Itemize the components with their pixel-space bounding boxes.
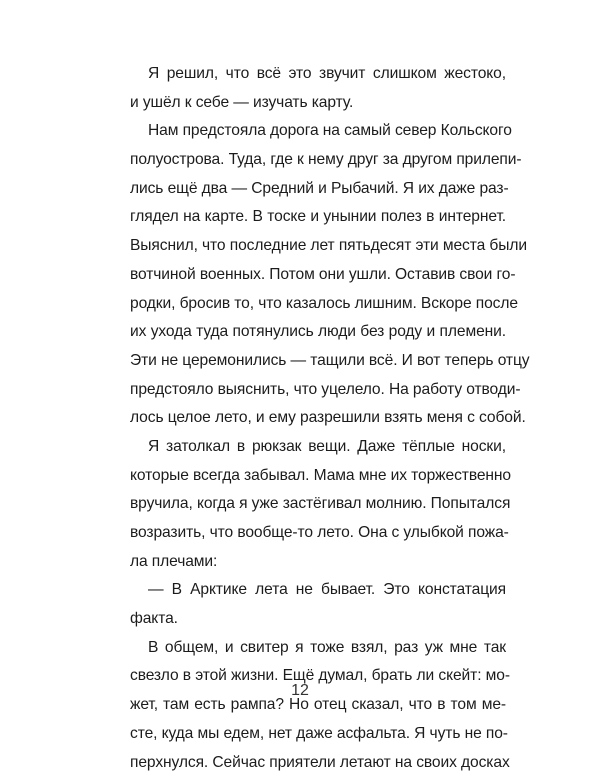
text-line: вручила, когда я уже застёгивал молнию. Попытался [130, 490, 506, 519]
text-line: Эти не церемонились — тащили всё. И вот теперь отцу [130, 347, 506, 376]
text-line: лось целое лето, и ему разрешили взять меня с собой. [130, 404, 506, 433]
text-line: В общем, и свитер я тоже взял, раз уж мне так [130, 634, 506, 663]
text-line: родки, бросив то, что казалось лишним. Вскоре после [130, 290, 506, 319]
body-text [130, 60, 506, 777]
text-line: сте, куда мы едем, нет даже асфальта. Я чуть не по- [130, 720, 506, 749]
text-line: ла плечами: [130, 548, 506, 577]
text-line: перхнулся. Сейчас приятели летают на своих досках [130, 749, 506, 777]
text-line: Я затолкал в рюкзак вещи. Даже тёплые носки, [130, 433, 506, 462]
text-line: и ушёл к себе — изучать карту. [130, 89, 506, 118]
text-line: предстояло выяснить, что уцелело. На работу отводи- [130, 376, 506, 405]
text-line: Я решил, что всё это звучит слишком жестоко, [130, 60, 506, 89]
text-line: которые всегда забывал. Мама мне их торжественно [130, 462, 506, 491]
text-line: вотчиной военных. Потом они ушли. Оставив свои го- [130, 261, 506, 290]
text-line: Нам предстояла дорога на самый север Кольского [130, 117, 506, 146]
text-line: лись ещё два — Средний и Рыбачий. Я их даже раз- [130, 175, 506, 204]
text-line: — В Арктике лета не бывает. Это констатация [130, 576, 506, 605]
text-line: факта. [130, 605, 506, 634]
text-line: возразить, что вообще-то лето. Она с улыбкой пожа- [130, 519, 506, 548]
text-line: Выяснил, что последние лет пятьдесят эти места были [130, 232, 506, 261]
text-line: их ухода туда потянулись люди без роду и племени. [130, 318, 506, 347]
text-line: полуострова. Туда, где к нему друг за другом прилепи- [130, 146, 506, 175]
text-line: жет, там есть рампа? Но отец сказал, что в том ме- [130, 691, 506, 720]
text-line: глядел на карте. В тоске и унынии полез в интернет. [130, 203, 506, 232]
page-number: 12 [0, 682, 600, 700]
text-line: свезло в этой жизни. Ещё думал, брать ли скейт: мо- [130, 662, 506, 691]
